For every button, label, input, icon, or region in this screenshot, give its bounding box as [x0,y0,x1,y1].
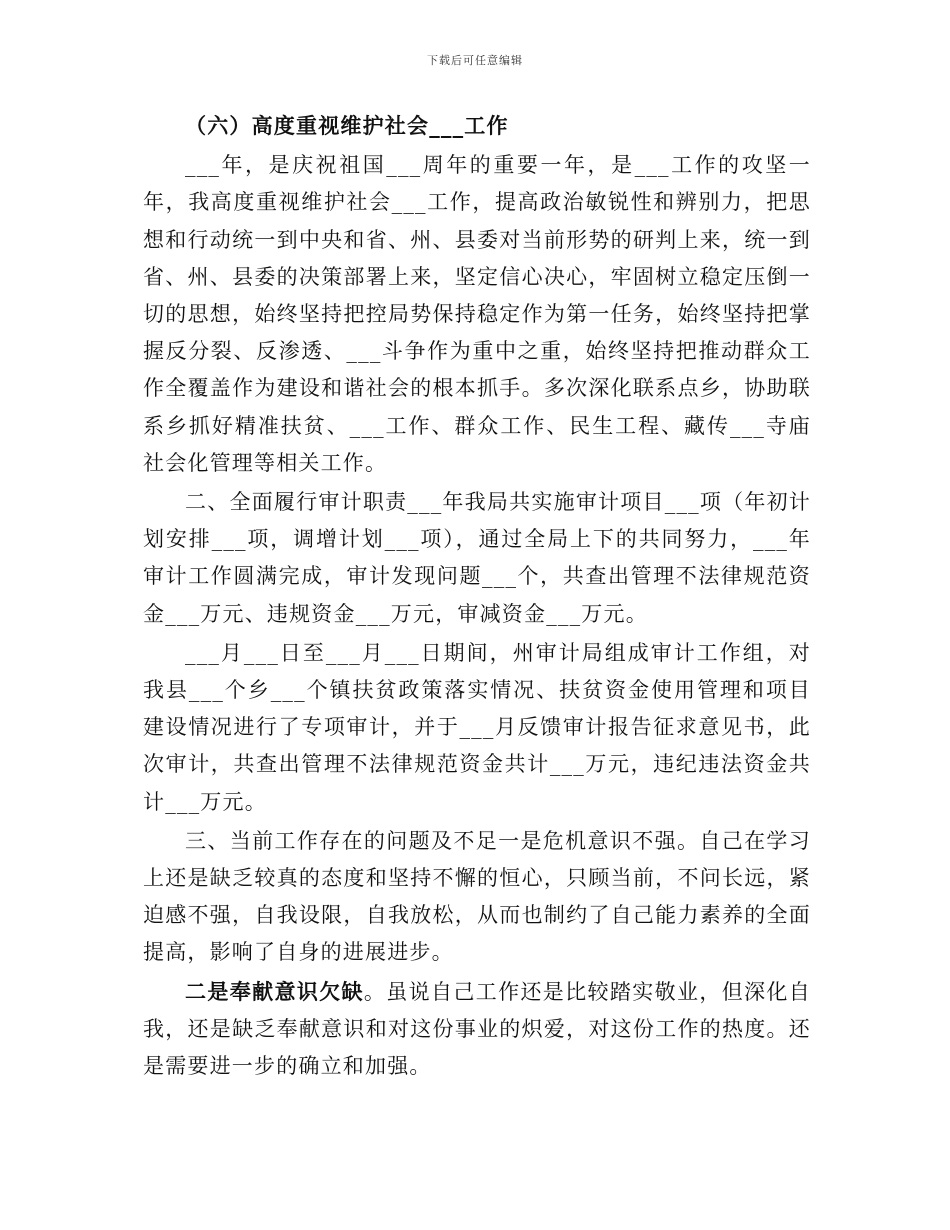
section-heading: （六）高度重视维护社会___工作 [185,114,509,138]
paragraph-special-audit: ___月___日至___月___日期间，州审计局组成审计工作组，对我县___个乡___个镇扶贫政策落实情况、扶贫资金使用管理和项目建设情况进行了专项审计，并于___月反馈审计报告征求意见书，此次审计，共查出管理不法律规范资金共计___万元，违纪违法资金共计___万元。 [143,640,811,814]
paragraph-audit-duty: 二、全面履行审计职责___年我局共实施审计项目___项（年初计划安排___项，调增计划___项），通过全局上下的共同努力，___年审计工作圆满完成，审计发现问题___个，共查出管理不法律规范资金___万元、违规资金___万元，审减资金___万元。 [143,490,811,626]
paragraph-dedication [143,974,811,1086]
paragraph-stability: ___年，是庆祝祖国___周年的重要一年，是___工作的攻坚一年，我高度重视维护社会___工作，提高政治敏锐性和辨别力，把思想和行动统一到中央和省、州、县委对当前形势的研判上来，统一到省、州、县委的决策部署上来，坚定信心决心，牢固树立稳定压倒一切的思想，始终坚持把控局势保持稳定作为第一任务，始终坚持把掌握反分裂、反渗透、___斗争作为重中之重，始终坚持把推动群众工作全覆盖作为建设和谐社会的根本抓手。多次深化联系点乡，协助联系乡抓好精准扶贫、___工作、群众工作、民生工程、藏传___寺庙社会化管理等相关工作。 [143,153,811,475]
paragraph-problems: 三、当前工作存在的问题及不足一是危机意识不强。自己在学习上还是缺乏较真的态度和坚持不懈的恒心，只顾当前，不问长远，紧迫感不强，自我设限，自我放松，从而也制约了自己能力素养的全面提高，影响了自身的进展进步。 [143,828,811,965]
document-body [143,108,811,1085]
paragraph-dedication-body: 。虽说自己工作还是比较踏实敬业，但深化自我，还是缺乏奉献意识和对这份事业的炽爱，对这份工作的热度。还是需要进一步的确立和加强。 [143,979,811,1079]
page-header: 下载后可任意编辑 [427,54,523,67]
paragraph-dedication-lead: 二是奉献意识欠缺 [185,979,364,1004]
